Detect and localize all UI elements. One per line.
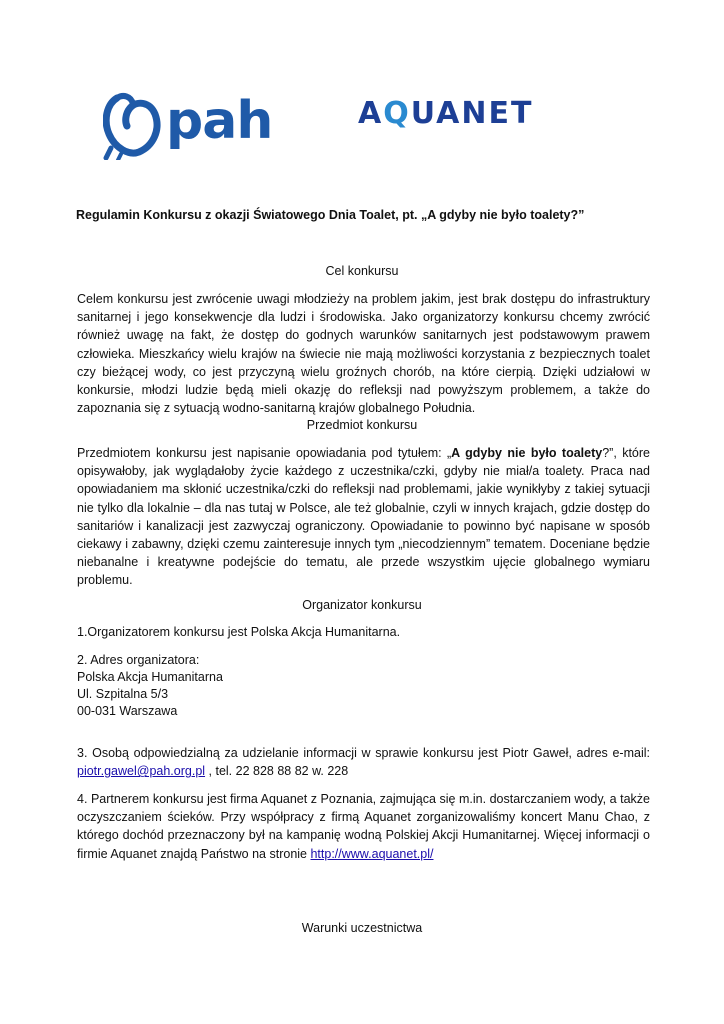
organizer-address-city: 00-031 Warszawa	[77, 704, 178, 718]
goal-section-title: Cel konkursu	[325, 264, 399, 278]
aquanet-wordmark-q: Q	[383, 96, 411, 131]
goal-paragraph: Celem konkursu jest zwrócenie uwagi młodzieży na problem jakim, jest brak dostępu do infrastruktury sanitarnej i jego konsekwencje dla ludzi i środowiska. Jako organizatorzy konkursu chcemy zwrócić również uwagę na fakt, że dostęp do godnych warunków sanitarnych jest podstawowym prawem człowieka. Mieszkańcy wielu krajów na świecie nie mają możliwości korzystania z bezpiecznych toalet czy bieżącej wody, co jest przyczyną wielu groźnych chorób, na które cierpią. Dzięki udziałowi w konkursie, młodzi ludzie będą mieli okazję do refleksji nad powyższym problemem, a także do zapoznania się z sytuacją wodno-sanitarną krajów globalnego Południa.	[77, 292, 650, 416]
contact-phone: , tel. 22 828 88 82 w. 228	[205, 764, 349, 779]
organizer-section-title: Organizator konkursu	[302, 598, 422, 612]
organizer-item-3	[77, 744, 650, 780]
subject-paragraph	[77, 444, 650, 590]
aquanet-website-link[interactable]: http://www.aquanet.pl/	[310, 846, 434, 861]
subject-section-title: Przedmiot konkursu	[306, 418, 418, 432]
aquanet-wordmark-a: A	[358, 96, 384, 131]
pah-heart-icon	[103, 90, 163, 160]
aquanet-logo	[358, 92, 560, 136]
pah-wordmark: pah	[166, 91, 273, 151]
organizer-address-label: 2. Adres organizatora:	[77, 653, 200, 667]
regulation-title: Regulamin Konkursu z okazji Światowego Dnia Toalet, pt. „A gdyby nie było toalety?”	[76, 208, 585, 222]
organizer-address-street: Ul. Szpitalna 5/3	[77, 687, 169, 701]
logo-header	[0, 0, 724, 170]
conditions-section-title: Warunki uczestnictwa	[301, 921, 423, 935]
partner-text: 4. Partnerem konkursu jest firma Aquanet z Poznania, zajmująca się m.in. dostarczaniem wody, a także oczyszczaniem ścieków. Przy współpracy z firmą Aquanet zorganizowaliśmy koncert Manu Chao, z którego dochód przeznaczony był na kampanię wodną Polskiej Akcji Humanitarnej. Więcej informacji o firmie Aquanet znajdą Państwo na stronie	[77, 792, 650, 861]
organizer-item-4	[77, 790, 650, 863]
pah-logo	[103, 90, 295, 160]
organizer-address-name: Polska Akcja Humanitarna	[77, 670, 223, 684]
story-title: A gdyby nie było toalety	[451, 446, 603, 460]
aquanet-wordmark-rest: UANET	[410, 96, 534, 131]
contact-person-text: 3. Osobą odpowiedzialną za udzielanie informacji w sprawie konkursu jest Piotr Gaweł, adres e-mail:	[77, 746, 650, 760]
contact-email-link[interactable]: piotr.gawel@pah.org.pl	[77, 764, 206, 779]
subject-text-intro: Przedmiotem konkursu jest napisanie opowiadania pod tytułem: „	[77, 446, 452, 460]
organizer-item-1: 1.Organizatorem konkursu jest Polska Akcja Humanitarna.	[77, 625, 401, 639]
subject-text-body: ?”, które opisywałoby, jak wyglądałoby życie każdego z uczestnika/czki, gdyby nie miał/a toalety. Praca nad opowiadaniem ma skłonić uczestnika/czki do refleksji nad problemami, jakie wynikłyby z takiej sytuacji nie tylko dla lokalnie – dla nas tutaj w Polsce, ale też globalnie, czyli w innych krajach, gdzie dostęp do sanitariów i kanalizacji jest zazwyczaj ograniczony. Opowiadanie to powinno być napisane w sposób ciekawy i zabawny, dzięki czemu zainteresuje innych tym „niecodziennym” tematem. Doceniane będzie niebanalne i kreatywne podejście do tematu, ale przede wszystkim ujęcie globalnego wymiaru problemu.	[77, 446, 651, 588]
